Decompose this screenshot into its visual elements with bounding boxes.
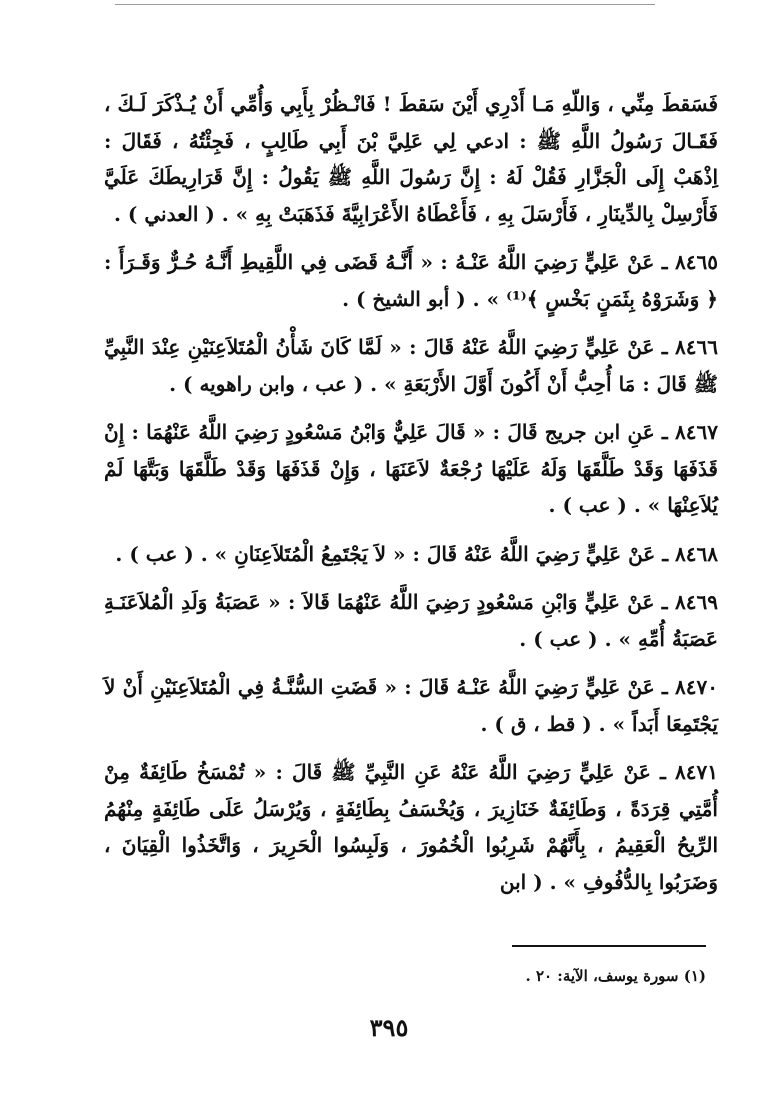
hadith-8470: ٨٤٧٠ ـ عَنْ عَلِيٍّ رَضِيَ اللَّهُ عَنْـهُ قَالَ : « قَضَتِ السُّنَّـةُ فِي الْمُتَلاَعِنَيْنِ أَنْ لاَ يَجْتَمِعَا أَبَداً » . ( قط ، ق ) . xyxy=(104,675,718,736)
hadith-8467: ٨٤٦٧ ـ عَنِ ابن جريج قَالَ : « قَالَ عَلِيٌّ وَابْنُ مَسْعُودٍ رَضِيَ اللَّهُ عَنْهُمَا : إِنْ قَذَفَهَا وَقَدْ طَلَّقَهَا وَلَهُ عَلَيْهَا رُجْعَةٌ لاَعَنَهَا ، وَإِنْ قَذَفَهَا وَقَدْ طَلَّقَهَا وَبَتَّهَا لَمْ يُلاَعِنْهَا » . ( عب ) . xyxy=(104,420,718,517)
footnote-separator xyxy=(512,945,706,947)
footnote: (١) سورة يوسف، الآية: ٢٠ . xyxy=(525,967,706,985)
top-rule xyxy=(115,4,655,5)
hadith-8471: ٨٤٧١ ـ عَنْ عَلِيٍّ رَضِيَ اللَّهُ عَنْهُ عَنِ النَّبِيِّ ﷺ قَالَ : « تُمْسَخُ طَائِفَةٌ مِنْ أُمَّتِي قِرَدَةً ، وَطَائِفَةٌ خَنَازِيرَ ، وَيُخْسَفُ بِطَائِفَةٍ ، وَيُرْسَلُ عَلَى طَائِفَةٍ مِنْهُمُ الرِّيحُ الْعَقِيمُ ، بِأَنَّهُمْ شَرِبُوا الْخُمُورَ ، وَلَبِسُوا الْحَرِيرَ ، وَاتَّخَذُوا الْقِيَانَ ، وَضَرَبُوا بِالدُّفُوفِ » . ( ابن xyxy=(104,760,718,894)
page-number: ٣٩٥ xyxy=(369,1013,409,1042)
page-body xyxy=(104,86,718,900)
hadith-8468: ٨٤٦٨ ـ عَنْ عَلِيٍّ رَضِيَ اللَّهُ عَنْهُ قَالَ : « لاَ يَجْتَمِعُ الْمُتَلاَعِنَانِ » . ( عب ) . xyxy=(115,541,718,566)
hadith-8466: ٨٤٦٦ ـ عَنْ عَلِيٍّ رَضِيَ اللَّهُ عَنْهُ قَالَ : « لَمَّا كَانَ شَأْنُ الْمُتَلاَعِنَيْنِ عِنْدَ النَّبِيِّ ﷺ قَالَ : مَا أُحِبُّ أَنْ أَكُونَ أَوَّلَ الأَرْبَعَةِ » . ( عب ، وابن راهويه ) . xyxy=(104,335,718,396)
hadith-8469: ٨٤٦٩ ـ عَنْ عَلِيٍّ وَابْنِ مَسْعُودٍ رَضِيَ اللَّهُ عَنْهُمَا قَالاَ : « عَصَبَةُ وَلَدِ الْمُلاَعَنَـةِ عَصَبَةُ أُمِّهِ » . ( عب ) . xyxy=(104,590,718,651)
paragraph-continuation: فَسَقطَ مِنِّي ، وَاللّهِ مَـا أَدْرِي أَيْنَ سَقطَ ! فَانْـظُرْ بِأَبِي وَأُمِّي أَنْ يُـذْكَرَ لَـكَ ، فَقَـالَ رَسُولُ اللَّهِ ﷺ : ادعي لِي عَلِيَّ بْنَ أَبِي طَالِبٍ ، فَجِئْتُهُ ، فَقَالَ : اِذْهَبْ إِلَى الْجَزَّارِ فَقُلْ لَهُ : إِنَّ رَسُولَ اللَّهِ ﷺ يَقُولُ : إِنَّ قَرَارِيطَكَ عَلَيَّ فَأَرْسِلْ بِالدِّينَارِ ، فَأَرْسَلَ بِهِ ، فَأَعْطَاهُ الأَعْرَابِيَّةَ فَذَهَبَتْ بِهِ » . ( العدني ) . xyxy=(104,92,718,226)
hadith-8465: ٨٤٦٥ ـ عَنْ عَلِيٍّ رَضِيَ اللَّهُ عَنْـهُ : « أَنَّـهُ قَضَى فِي اللَّقِيطِ أَنَّـهُ حُـرٌّ وَقَـرَأَ : ﴿ وَشَرَوْهُ بِثَمَنٍ بَخْسٍ ﴾⁽¹⁾ » . ( أبو الشيخ ) . xyxy=(104,250,718,311)
